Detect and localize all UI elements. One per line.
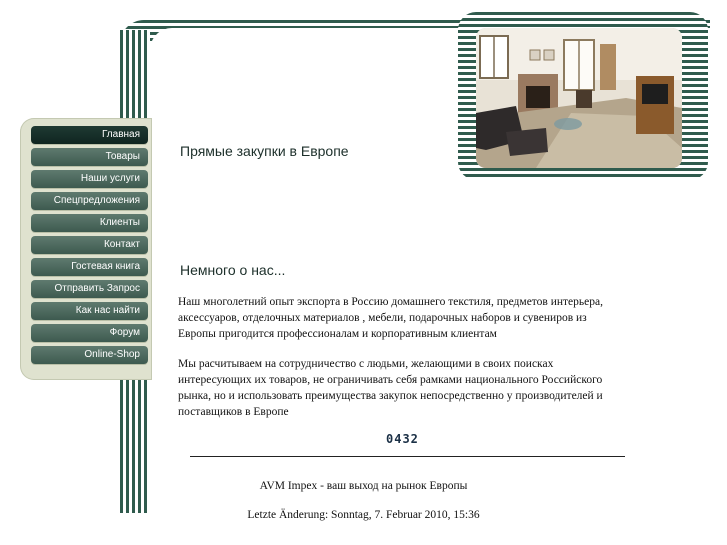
nav-item-forum[interactable]: Форум: [31, 324, 148, 342]
page-title: Прямые закупки в Европе: [180, 143, 349, 159]
nav-item-contact[interactable]: Контакт: [31, 236, 148, 254]
nav-item-guestbook[interactable]: Гостевая книга: [31, 258, 148, 276]
main-nav: [20, 118, 152, 380]
nav-item-clients[interactable]: Клиенты: [31, 214, 148, 232]
nav-item-products[interactable]: Товары: [31, 148, 148, 166]
nav-item-find-us[interactable]: Как нас найти: [31, 302, 148, 320]
divider: [190, 456, 625, 457]
nav-item-online-shop[interactable]: Online-Shop: [31, 346, 148, 364]
nav-item-send-request[interactable]: Отправить Запрос: [31, 280, 148, 298]
footer-tagline: AVM Impex - ваш выход на рынок Европы: [259, 480, 468, 492]
nav-item-special-offers[interactable]: Спецпредложения: [31, 192, 148, 210]
about-paragraph-1: Наш многолетний опыт экспорта в Россию домашнего текстиля, предметов интерьера, аксессуаров, отделочных материалов , мебели, подарочных наборов и сувениров из Европы пригодится профессионалам и корпоративным клиентам: [178, 296, 603, 340]
last-modified: Letzte Änderung: Sonntag, 7. Februar 2010, 15:36: [247, 509, 480, 521]
section-heading: Немного о нас...: [180, 262, 286, 278]
living-room-photo: [476, 28, 682, 168]
nav-item-services[interactable]: Наши услуги: [31, 170, 148, 188]
visitor-counter: 0432: [386, 432, 419, 446]
about-paragraph-2: Мы расчитываем на сотрудничество с людьми, желающими в своих поисках интересующих их товаров, не ограничивать себя рамками национального Российского рынка, но и использовать преимущества закупок непосредственно у производителей и поставщиков в Европе: [178, 358, 603, 418]
nav-item-home[interactable]: Главная: [31, 126, 148, 144]
